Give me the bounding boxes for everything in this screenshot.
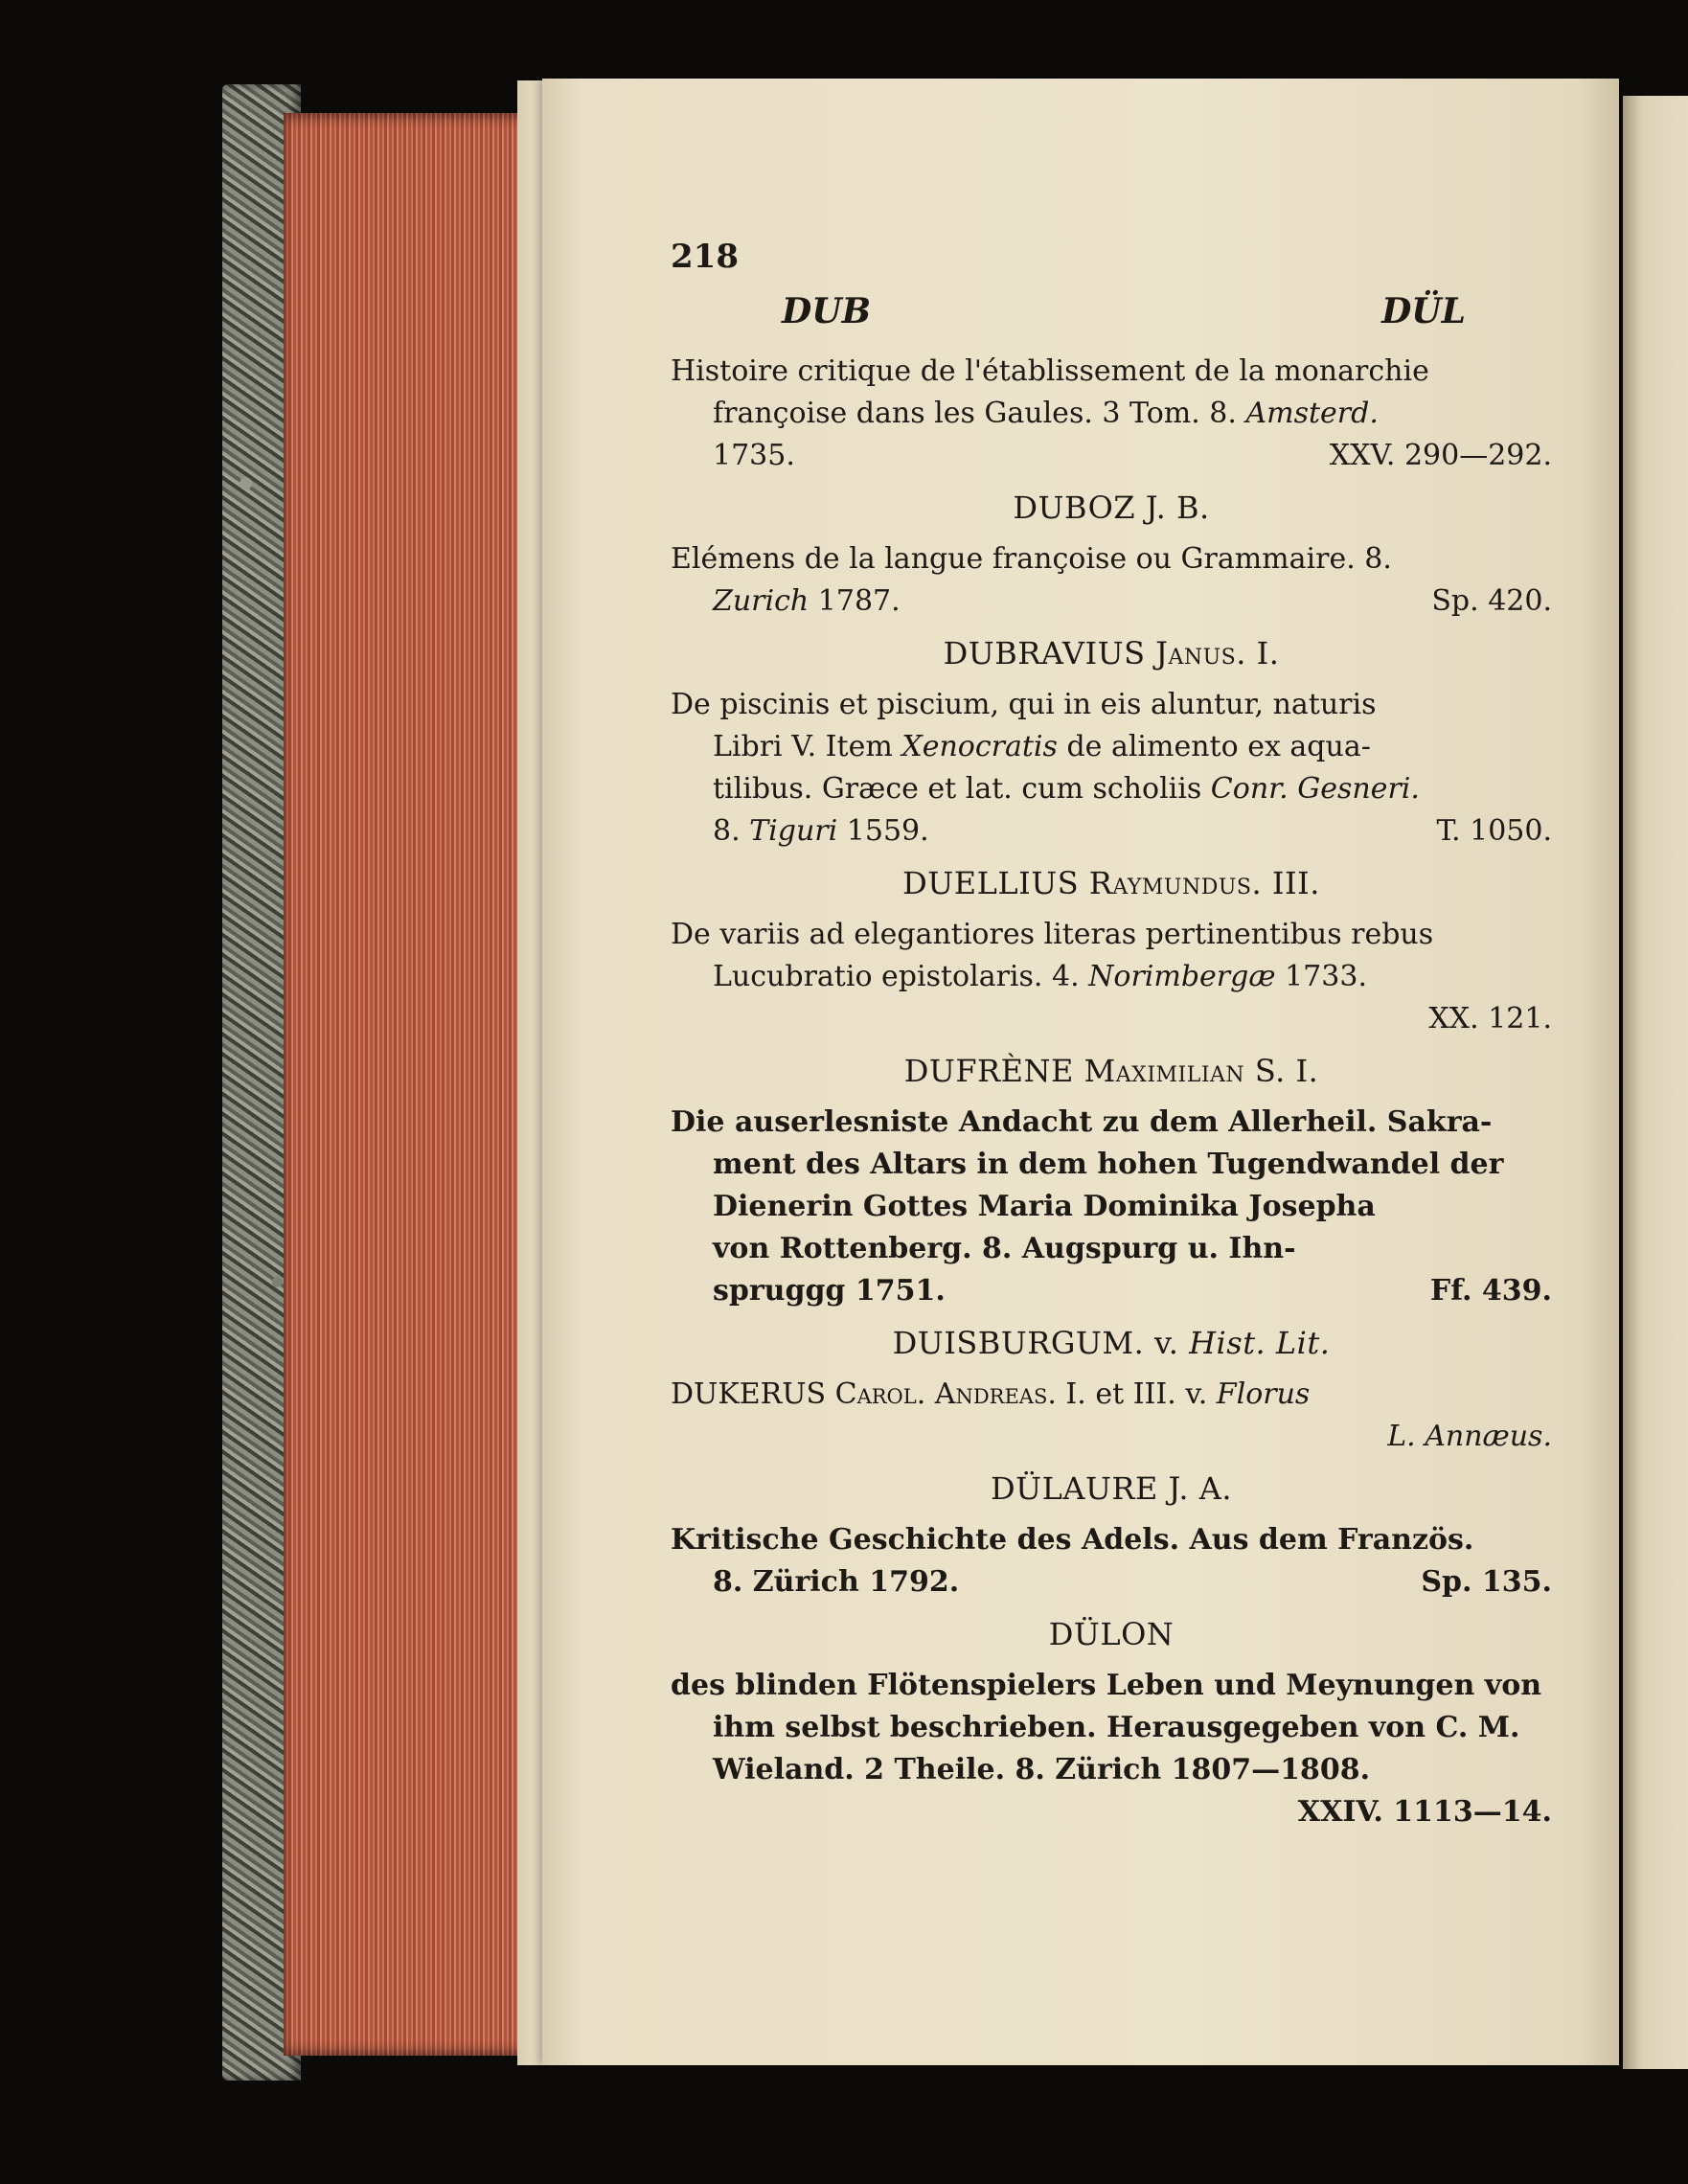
entry-reference: Sp. 135. [1421,1565,1552,1599]
list-item [671,684,1552,853]
author-heading: DUBOZ J. B. [1013,489,1210,526]
entry-ref-line [713,810,1552,853]
entry-text: Libri V. Item [713,730,902,763]
author-name: DUBRAVIUS [943,635,1156,671]
page-number: 218 [671,238,739,276]
entry-place: Zurich [713,584,810,618]
entry-ref-line [713,435,1552,477]
entry-reference: XX. 121. [1428,1002,1552,1035]
entry-year: 1735. [713,439,795,472]
author-suffix: I. [1245,635,1280,671]
entry-text: Wieland. 2 Theile. 8. Zürich 1807—1808. [713,1753,1371,1786]
entry-text: ment des Altars in dem hohen Tugendwandel der [713,1148,1504,1181]
running-head [671,291,1552,333]
entry-text: des blinden Flötenspielers Leben und Meynungen von [671,1669,1542,1702]
entry-text: Histoire critique de l'établissement de la monarchie [671,354,1429,388]
cross-reference: L. Annæus. [1387,1420,1552,1453]
entry-reference: XXIV. 1113—14. [1297,1795,1552,1829]
cross-reference: Florus [1216,1377,1311,1411]
entry-text: De variis ad elegantiores literas pertinentibus rebus [671,918,1434,951]
entry-italic: Conr. Gesneri. [1210,772,1420,806]
author-forename: Maximilian [1084,1053,1245,1089]
author-heading [671,1322,1552,1364]
entry-year: 1787. [809,584,901,618]
list-item [671,914,1552,1040]
author-heading [671,1050,1552,1092]
see-also: v. [1144,1325,1190,1361]
entry-text: Lucubratio epistolaris. 4. [713,960,1089,993]
entry-text: I. et III. v. [1056,1377,1217,1411]
list-item [671,1665,1552,1833]
entry-text: Elémens de la langue françoise ou Grammaire. 8. [671,542,1392,576]
entry-text: Dienerin Gottes Maria Dominika Josepha [713,1190,1376,1223]
cross-reference: Hist. Lit. [1189,1325,1331,1361]
entry-reference: Sp. 420. [1431,584,1552,618]
entry-year: 8. Zürich 1792. [713,1565,960,1599]
entry-ref-line [713,580,1552,623]
entry-ref-line [713,1561,1552,1604]
author-suffix: III. [1262,865,1320,901]
author-name: DUKERUS [671,1377,835,1411]
author-name: DUISBURGUM. [892,1325,1145,1361]
author-forename: Raymundus. [1088,865,1263,901]
entry-text: Kritische Geschichte des Adels. Aus dem Französ. [671,1523,1474,1557]
author-forename: Janus. [1155,635,1246,671]
entry-reference: Ff. 439. [1429,1274,1552,1308]
entry-year: 1733. [1275,960,1367,993]
entry-text: de alimento ex aqua- [1057,730,1371,763]
facing-page-edge [1623,96,1688,2069]
entry-place: Amsterd. [1245,397,1379,430]
author-name: DUELLIUS [902,865,1089,901]
entry-text: Die auserlesniste Andacht zu dem Allerheil. Sakra- [671,1105,1493,1139]
author-heading: DÜLON [1048,1616,1175,1652]
entry-text: françoise dans les Gaules. 3 Tom. 8. [713,397,1246,430]
list-item [671,1374,1552,1458]
entry-text: von Rottenberg. 8. Augspurg u. Ihn- [713,1232,1296,1265]
red-page-edges [284,113,542,2056]
entry-reference: XXV. 290—292. [1329,439,1552,472]
entry-ref-line [713,1270,1552,1312]
author-heading: DÜLAURE J. A. [990,1470,1233,1507]
entries-list [671,351,1552,1833]
entry-place: Tiguri [749,814,838,848]
author-heading [671,632,1552,674]
running-head-right: DÜL [1381,291,1466,331]
author-name: DUFRÈNE [903,1053,1084,1089]
entry-text: tilibus. Græce et lat. cum scholiis [713,772,1211,806]
list-item [671,1519,1552,1604]
entry-year: spruggg 1751. [713,1274,946,1308]
author-suffix: S. I. [1244,1053,1319,1089]
entry-text: ihm selbst beschrieben. Herausgegeben von C. M. [713,1711,1520,1744]
entry-year: 1559. [837,814,929,848]
entry-text: De piscinis et piscium, qui in eis aluntur, naturis [671,688,1377,721]
author-heading [671,862,1552,904]
author-forename: Carol. Andreas. [834,1377,1057,1411]
entry-reference: T. 1050. [1436,814,1552,848]
list-item [671,538,1552,623]
entry-place: Norimbergæ [1088,960,1276,993]
running-head-left: DUB [782,291,872,331]
entry-text: 8. [713,814,750,848]
entry-italic: Xenocratis [901,730,1058,763]
list-item [671,1102,1552,1312]
list-item [671,351,1552,477]
